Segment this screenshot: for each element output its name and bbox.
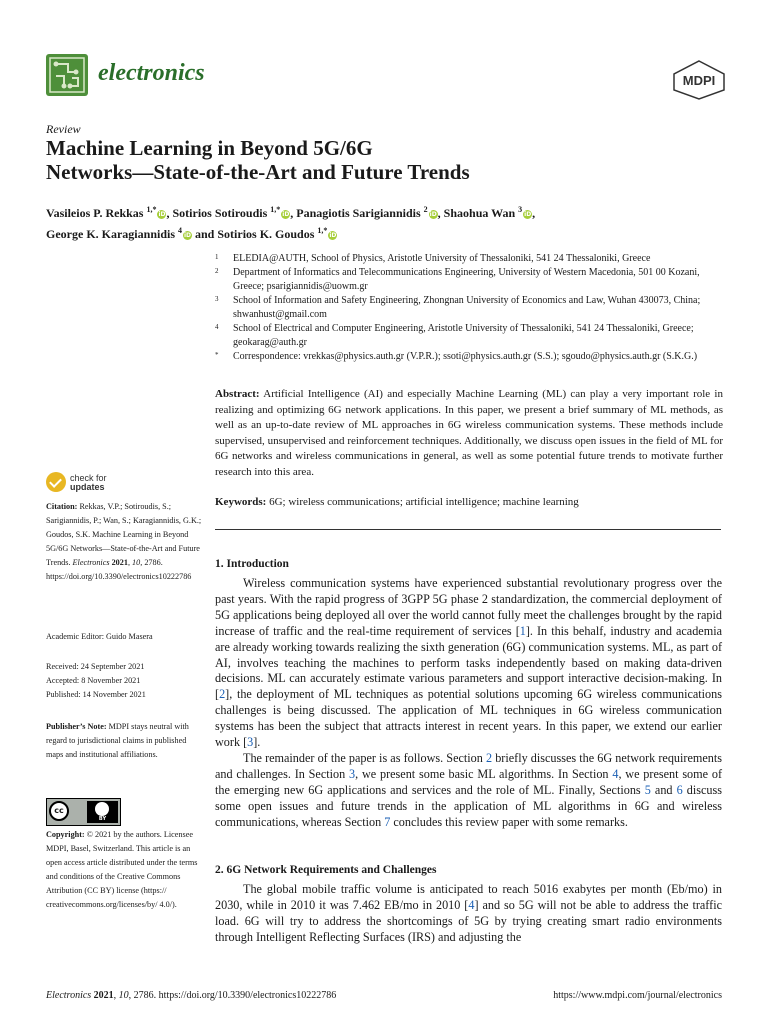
author-affiliation: 1,* xyxy=(146,205,157,214)
paragraph xyxy=(215,882,722,946)
electronics-logo-icon xyxy=(46,54,88,96)
by-panel xyxy=(87,801,118,823)
text: ]. xyxy=(253,735,261,750)
by-label: BY xyxy=(98,816,107,822)
author-affiliation: 2 xyxy=(423,205,428,214)
affiliation-number: 2 xyxy=(215,267,219,275)
affiliation-item xyxy=(215,294,715,322)
section-link[interactable]: 6 xyxy=(676,782,683,797)
page-title xyxy=(46,136,716,184)
page-footer: Electronics 2021, 10, 2786. https://doi.org/10.3390/electronics10222786 https://www.mdpi.com/journal/electronics xyxy=(46,990,722,1001)
person-icon xyxy=(95,802,109,816)
cc-by-license-badge[interactable] xyxy=(46,798,121,826)
citation-text: Rekkas, V.P.; Sotiroudis, S.; Sarigiannidis, P.; Wan, S.; Karagiannidis, G.K.; Goudos, S.K. Machine Learning in Beyond 5G/6G Networks—State-of-the-Art and Future Trends. xyxy=(46,502,202,567)
paragraph xyxy=(215,576,722,751)
orcid-icon[interactable]: iD xyxy=(329,232,337,239)
author-name: Panagiotis Sarigiannidis xyxy=(296,206,421,220)
check-for-updates-button[interactable] xyxy=(46,470,166,496)
affiliation-text: Correspondence: vrekkas@physics.auth.gr (V.P.R.); ssoti@physics.auth.gr (S.S.); sgoudo@physics.auth.gr (S.K.G.) xyxy=(233,351,698,362)
journal-name: electronics xyxy=(98,60,205,86)
section-link[interactable]: 3 xyxy=(349,766,356,781)
copyright xyxy=(46,828,204,912)
authors-and: and xyxy=(195,227,215,241)
date-received: Received: 24 September 2021 xyxy=(46,662,145,671)
keywords-label: Keywords: xyxy=(215,496,267,508)
orcid-icon[interactable]: iD xyxy=(524,211,532,218)
text: , we present some basic ML algorithms. In Section xyxy=(355,766,613,781)
page-header xyxy=(46,54,726,106)
author-name: Vasileios P. Rekkas xyxy=(46,206,144,220)
publisher-note-label: Publisher’s Note: xyxy=(46,722,107,731)
text: ]. In this behalf, industry and academia are already working towards realizing the sixth generation (6G) communication systems. ML, as part of AI, involves teaching the machines to perform tasks independently based on making data-driven decisions. ML can accurately estimate various parameters and support interactive decision-making. In [ xyxy=(215,623,722,702)
text: , we present some of the emerging new 6G applications and services and the role of ML. Finally, Sections xyxy=(215,766,722,797)
section-heading-requirements: 2. 6G Network Requirements and Challenges xyxy=(215,864,437,876)
text: The global mobile traffic volume is anticipated to reach 5016 exabytes per month (Eb/mo) in 2030, while in 2010 it was 7.462 EB/mo in 2010 [ xyxy=(215,882,722,912)
affiliation-item xyxy=(215,266,715,294)
keywords xyxy=(215,496,723,508)
affiliation-text: School of Information and Safety Engineering, Zhongnan University of Economics and Law, Wuhan 430073, China; shwanhust@gmail.com xyxy=(233,295,701,320)
author-list xyxy=(46,201,726,243)
affiliation-text: Department of Informatics and Telecommunications Engineering, University of Western Macedonia, 501 00 Kozani, Greece; psarigiannidis@uowm.gr xyxy=(233,267,700,292)
affiliation-number: * xyxy=(215,351,219,359)
publisher-note xyxy=(46,720,204,762)
mdpi-logo-icon xyxy=(672,60,726,100)
divider xyxy=(215,529,721,530)
paragraph xyxy=(215,751,722,831)
footer-volume: 10 xyxy=(118,990,129,1001)
citation-year: 2021 xyxy=(111,558,128,567)
article-type: Review xyxy=(46,122,81,136)
footer-year: 2021 xyxy=(93,990,114,1001)
abstract-label: Abstract: xyxy=(215,388,260,400)
affiliations xyxy=(215,252,715,364)
date-published: Published: 14 November 2021 xyxy=(46,690,146,699)
section-link[interactable]: 4 xyxy=(612,766,619,781)
citation-volume: 10 xyxy=(132,558,141,567)
copyright-text: © 2021 by the authors. Licensee MDPI, Basel, Switzerland. This article is an open access article distributed under the terms and conditions of the Creative Commons Attribution (CC BY) license (https:// creativecommons.org/licenses/by/ 4.0/). xyxy=(46,830,198,909)
author-affiliation: 1,* xyxy=(317,226,328,235)
section-requirements xyxy=(215,882,722,946)
text: ], the deployment of ML techniques as potential solutions upcoming 6G wireless communications challenges is being discussed. The application of ML techniques in 6G wireless communication systems has been the subject that attracts interest in recent years. In this paper, we extend our earlier work [ xyxy=(215,687,722,750)
orcid-icon[interactable]: iD xyxy=(158,211,166,218)
citation-link[interactable]: 1 xyxy=(519,623,526,638)
author-affiliation: 1,* xyxy=(270,205,281,214)
affiliation-text: ELEDIA@AUTH, School of Physics, Aristotle University of Thessaloniki, 541 24 Thessaloniki, Greece xyxy=(233,253,651,264)
footer-doi[interactable]: , 2786. https://doi.org/10.3390/electronics10222786 xyxy=(128,990,337,1001)
check-updates-line1: check for xyxy=(70,473,107,483)
citation-label: Citation: xyxy=(46,502,78,511)
footer-journal: Electronics xyxy=(46,990,92,1001)
orcid-icon[interactable]: iD xyxy=(282,211,290,218)
author-affiliation: 4 xyxy=(178,226,182,235)
orcid-icon[interactable]: iD xyxy=(429,211,437,218)
academic-editor: Academic Editor: Guido Masera xyxy=(46,632,153,641)
author-name: Sotirios Sotiroudis xyxy=(172,206,268,220)
article-dates xyxy=(46,660,204,702)
publisher-name: MDPI xyxy=(682,73,716,88)
text: and xyxy=(650,782,677,797)
citation-link[interactable]: 4 xyxy=(468,897,475,912)
citation-link[interactable]: 2 xyxy=(219,687,226,702)
affiliation-number: 1 xyxy=(215,253,219,261)
affiliation-item xyxy=(215,252,715,266)
text: Wireless communication systems have experienced substantial revolutionary progress over the past years. With the rapid progress of 3GPP 5G phase 2 standardization, the commercial deployment of 5G applications being deployed all over the world cannot fully meet the challenges brought by the rapid increase of traffic and the real-time requirement of services [ xyxy=(215,576,722,638)
affiliation-number: 4 xyxy=(215,323,219,331)
section-heading-introduction: 1. Introduction xyxy=(215,558,289,570)
keywords-text: 6G; wireless communications; artificial intelligence; machine learning xyxy=(269,496,579,508)
text: The remainder of the paper is as follows. Section xyxy=(243,750,486,765)
author-line-2 xyxy=(46,222,726,243)
section-link[interactable]: 5 xyxy=(644,782,651,797)
citation-block: Citation: Rekkas, V.P.; Sotiroudis, S.; Sarigiannidis, P.; Wan, S.; Karagiannidis, G.K.; Goudos, S.K. Machine Learning in Beyond 5G/6G Networks—State-of-the-Art and Future Trends. Electronics 2021, 10, 2786. https://doi.org/10.3390/electronics10222786 xyxy=(46,502,202,581)
cc-icon: cc xyxy=(49,801,69,821)
citation-journal: Electronics xyxy=(72,558,110,567)
text: briefly discusses the 6G network requirements and challenges. In Section xyxy=(215,750,722,781)
author-affiliation: 3 xyxy=(518,205,523,214)
affiliation-number: 3 xyxy=(215,295,219,303)
affiliation-text: School of Electrical and Computer Engineering, Aristotle University of Thessaloniki, 541 24 Thessaloniki, Greece; geokarag@auth.gr xyxy=(233,323,694,348)
correspondence xyxy=(215,350,715,364)
title-line-1: Machine Learning in Beyond 5G/6G xyxy=(46,136,373,160)
section-link[interactable]: 7 xyxy=(384,814,391,829)
checkmark-icon xyxy=(46,472,66,492)
title-line-2: Networks—State-of-the-Art and Future Trends xyxy=(46,160,470,184)
footer-journal-url[interactable]: https://www.mdpi.com/journal/electronics xyxy=(553,990,722,1001)
check-updates-line2: updates xyxy=(70,482,105,492)
section-link[interactable]: 2 xyxy=(485,750,493,765)
text: concludes this review paper with some remarks. xyxy=(390,814,628,829)
citation-doi[interactable]: 2786. https://doi.org/10.3390/electronics10222786 xyxy=(46,558,192,581)
publisher-note-text: MDPI stays neutral with regard to jurisdictional claims in published maps and institutional affiliations. xyxy=(46,722,189,759)
author-line-1: Vasileios P. Rekkas $^{1,*}$iD, Sotirios Sotiroudis $^{1,*}$iD, Panagiotis Sarigiannidis $^2$iD, Shaohua Wan $^3$iD, xyxy=(46,205,536,220)
citation-link[interactable]: 3 xyxy=(247,735,254,750)
text: ] and so 5G will not be able to address the traffic load. 6G will try to address the shortcomings of 5G by trying creating smart radio environments through Intelligent Reflecting Surfaces (IRS) and adjusting the xyxy=(215,897,722,944)
text: discuss some open issues and future trends in the application of ML algorithms in 6G and wireless communications, whereas Section xyxy=(215,782,722,829)
date-accepted: Accepted: 8 November 2021 xyxy=(46,676,141,685)
abstract-text: Artificial Intelligence (AI) and especially Machine Learning (ML) can play a very important role in realizing and optimizing 6G network applications. In this paper, we present a brief summary of ML methods, as well as an up-to-date review of ML approaches in 6G wireless communication systems. These methods include supervised, unsupervised and reinforcement techniques. Additionally, we discuss open issues in the field of ML for 6G networks and wireless communications in general, as well as some potential future trends to motivate further research into this area. xyxy=(215,388,723,478)
author-name: George K. Karagiannidis xyxy=(46,227,175,241)
author-name: Sotirios K. Goudos xyxy=(217,227,315,241)
orcid-icon[interactable]: iD xyxy=(183,232,192,239)
abstract xyxy=(215,387,723,480)
copyright-label: Copyright: xyxy=(46,830,85,839)
section-introduction xyxy=(215,576,722,831)
author-name: Shaohua Wan xyxy=(443,206,516,220)
affiliation-item xyxy=(215,322,715,350)
